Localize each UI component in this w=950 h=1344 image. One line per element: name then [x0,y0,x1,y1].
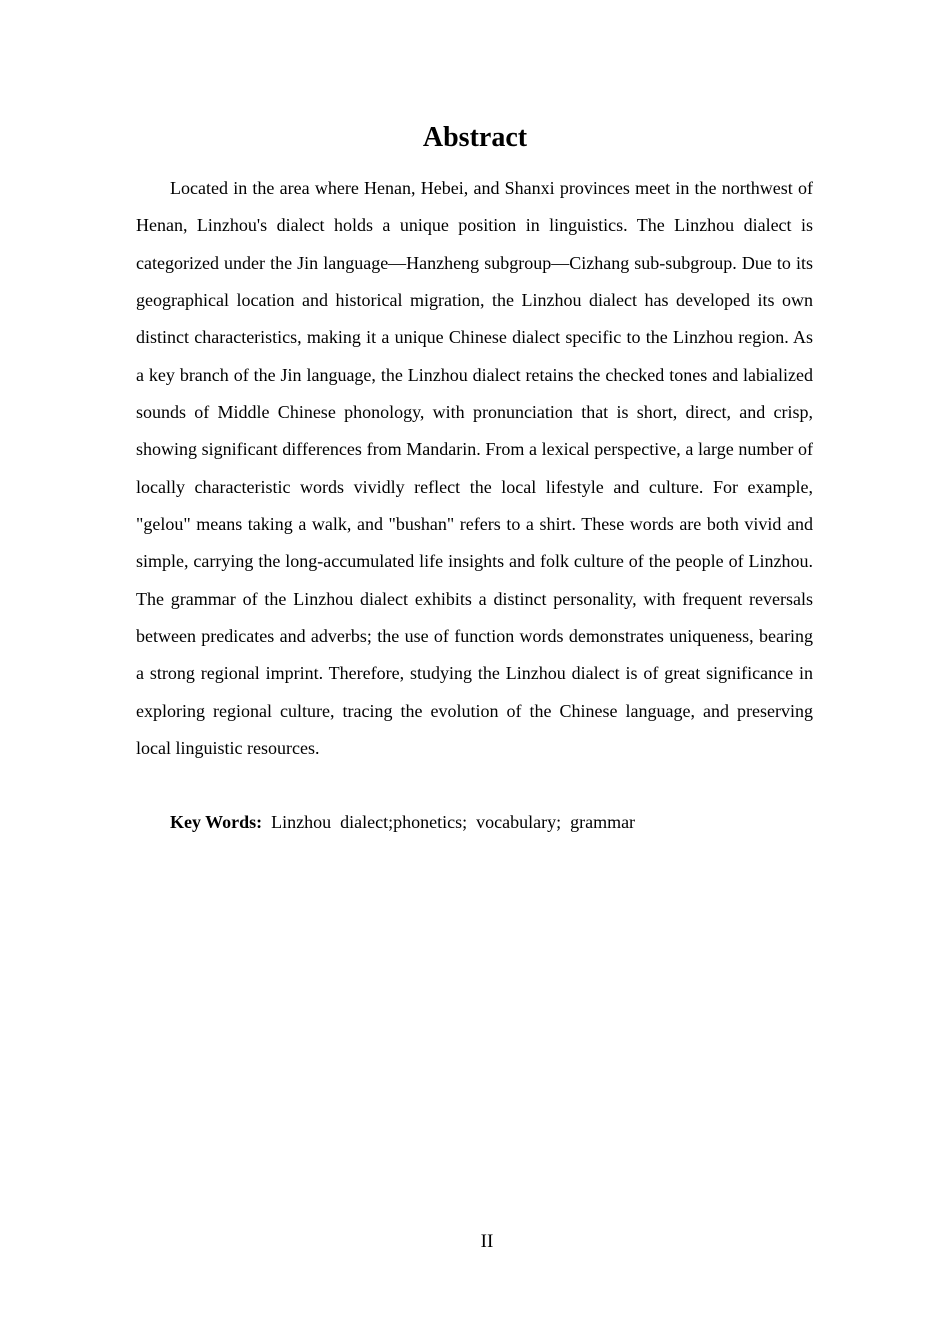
keywords-value: Linzhou dialect;phonetics; vocabulary; grammar [262,812,636,832]
abstract-title: Abstract [422,122,528,153]
keywords-line [170,805,813,839]
keywords-label: Key Words: [170,812,263,832]
abstract-body: Located in the area where Henan, Hebei, and Shanxi provinces meet in the northwest of Henan, Linzhou's dialect holds a unique position in linguistics. The Linzhou dialect is categorized under the Jin language—Hanzheng subgroup—Cizhang sub-subgroup. Due to its geographical location and historical migration, the Linzhou dialect has developed its own distinct characteristics, making it a unique Chinese dialect specific to the Linzhou region. As a key branch of the Jin language, the Linzhou dialect retains the checked tones and labialized sounds of Middle Chinese phonology, with pronunciation that is short, direct, and crisp, showing significant differences from Mandarin. From a lexical perspective, a large number of locally characteristic words vividly reflect the local lifestyle and culture. For example, "gelou" means taking a walk, and "bushan" refers to a shirt. These words are both vivid and simple, carrying the long-accumulated life insights and folk culture of the people of Linzhou. The grammar of the Linzhou dialect exhibits a distinct personality, with frequent reversals between predicates and adverbs; the use of function words demonstrates uniqueness, bearing a strong regional imprint. Therefore, studying the Linzhou dialect is of great significance in exploring regional culture, tracing the evolution of the Chinese language, and preserving local linguistic resources. [136,178,813,759]
page-number: II [480,1231,494,1252]
